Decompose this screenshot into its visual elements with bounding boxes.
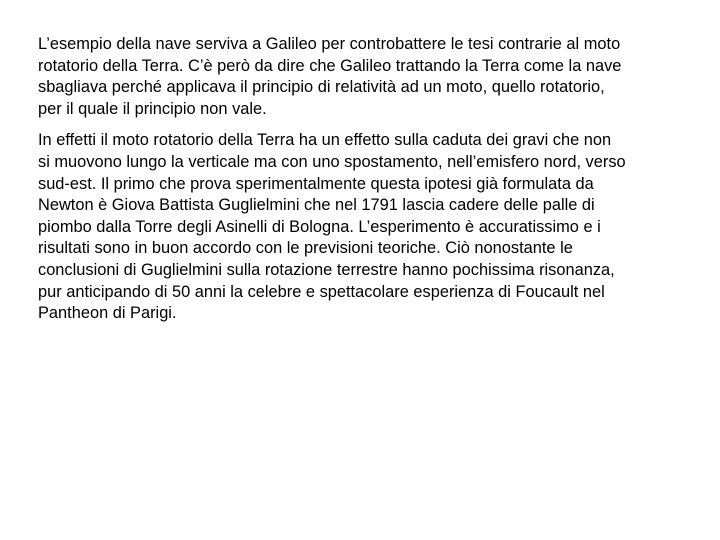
paragraph-line: pur anticipando di 50 anni la celebre e spettacolare esperienza di Foucault nel: [38, 282, 605, 301]
paragraph-line: sud-est. Il primo che prova sperimentalmente questa ipotesi già formulata da: [38, 174, 594, 193]
paragraph-line: sbagliava perché applicava il principio di relatività ad un moto, quello rotatorio,: [38, 78, 605, 97]
paragraph-line: rotatorio della Terra. C’è però da dire che Galileo trattando la Terra come la nave: [38, 56, 622, 75]
document-body: [38, 34, 698, 325]
paragraph-line: conclusioni di Guglielmini sulla rotazione terrestre hanno pochissima risonanza,: [38, 260, 615, 279]
paragraph-line: Newton è Giova Battista Guglielmini che nel 1791 lascia cadere delle palle di: [38, 196, 595, 215]
paragraph-galileo-ship: [38, 34, 698, 120]
paragraph-line: piombo dalla Torre degli Asinelli di Bologna. L’esperimento è accuratissimo e i: [38, 217, 601, 236]
paragraph-line: risultati sono in buon accordo con le previsioni teoriche. Ciò nonostante le: [38, 239, 573, 258]
paragraph-line: L’esempio della nave serviva a Galileo per controbattere le tesi contrarie al moto: [38, 35, 621, 53]
paragraph-line: per il quale il principio non vale.: [38, 99, 267, 118]
paragraph-guglielmini-experiment: [38, 130, 698, 324]
paragraph-line: In effetti il moto rotatorio della Terra ha un effetto sulla caduta dei gravi che non: [38, 131, 612, 150]
paragraph-line: Pantheon di Parigi.: [38, 304, 177, 323]
paragraph-line: si muovono lungo la verticale ma con uno spostamento, nell’emisfero nord, verso: [38, 152, 626, 171]
